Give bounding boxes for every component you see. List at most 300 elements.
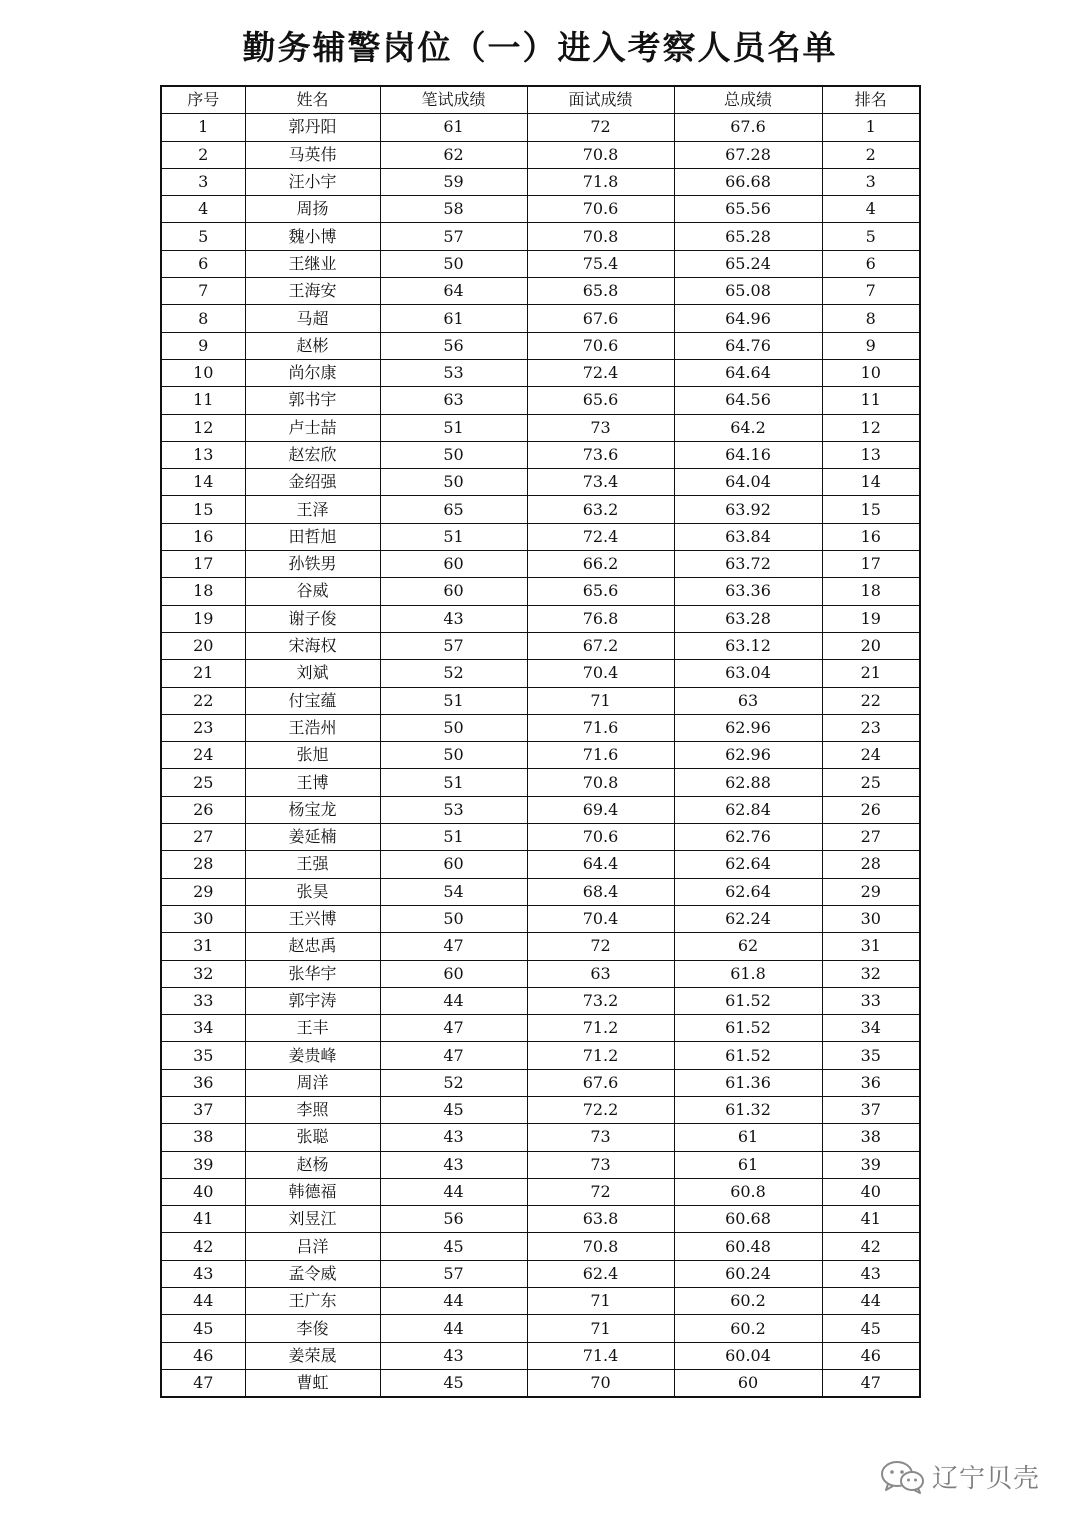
cell-name: 张昊 [245,878,380,905]
cell-seq: 47 [161,1369,245,1397]
cell-interview-score: 71.6 [527,714,674,741]
cell-total-score: 61 [674,1151,822,1178]
cell-interview-score: 72 [527,1178,674,1205]
cell-seq: 41 [161,1206,245,1233]
cell-interview-score: 75.4 [527,250,674,277]
cell-total-score: 63.04 [674,660,822,687]
cell-written-score: 63 [380,387,527,414]
cell-name: 付宝蕴 [245,687,380,714]
cell-interview-score: 71.2 [527,1015,674,1042]
cell-interview-score: 65.6 [527,387,674,414]
cell-interview-score: 70.4 [527,905,674,932]
table-row [161,987,920,1014]
cell-seq: 18 [161,578,245,605]
cell-seq: 28 [161,851,245,878]
cell-name: 赵忠禹 [245,933,380,960]
cell-total-score: 62.64 [674,851,822,878]
cell-rank: 4 [822,196,920,223]
cell-seq: 8 [161,305,245,332]
cell-total-score: 64.04 [674,469,822,496]
cell-total-score: 65.56 [674,196,822,223]
cell-interview-score: 71.2 [527,1042,674,1069]
cell-interview-score: 71 [527,1315,674,1342]
cell-interview-score: 65.8 [527,278,674,305]
cell-written-score: 57 [380,1260,527,1287]
cell-written-score: 62 [380,141,527,168]
table-row [161,905,920,932]
cell-written-score: 47 [380,1015,527,1042]
cell-rank: 2 [822,141,920,168]
cell-rank: 37 [822,1096,920,1123]
cell-total-score: 60.8 [674,1178,822,1205]
cell-seq: 21 [161,660,245,687]
cell-written-score: 44 [380,1288,527,1315]
cell-rank: 43 [822,1260,920,1287]
table-row [161,660,920,687]
cell-total-score: 63 [674,687,822,714]
cell-seq: 7 [161,278,245,305]
cell-total-score: 64.64 [674,359,822,386]
cell-total-score: 64.76 [674,332,822,359]
cell-name: 刘昱江 [245,1206,380,1233]
table-row [161,523,920,550]
cell-total-score: 62 [674,933,822,960]
table-row [161,387,920,414]
cell-seq: 33 [161,987,245,1014]
cell-name: 王浩州 [245,714,380,741]
cell-rank: 6 [822,250,920,277]
cell-name: 金绍强 [245,469,380,496]
cell-written-score: 61 [380,114,527,141]
cell-name: 韩德福 [245,1178,380,1205]
cell-name: 王泽 [245,496,380,523]
header-written-score: 笔试成绩 [380,86,527,114]
cell-written-score: 65 [380,496,527,523]
cell-name: 谢子俊 [245,605,380,632]
cell-total-score: 65.08 [674,278,822,305]
table-row [161,1096,920,1123]
table-row [161,1124,920,1151]
table-row [161,1288,920,1315]
cell-name: 曹虹 [245,1369,380,1397]
cell-seq: 37 [161,1096,245,1123]
cell-rank: 1 [822,114,920,141]
cell-name: 谷威 [245,578,380,605]
cell-total-score: 61.32 [674,1096,822,1123]
cell-seq: 6 [161,250,245,277]
cell-written-score: 61 [380,305,527,332]
cell-seq: 27 [161,824,245,851]
cell-written-score: 53 [380,359,527,386]
table-row [161,196,920,223]
table-row [161,1151,920,1178]
cell-rank: 21 [822,660,920,687]
cell-interview-score: 72.4 [527,359,674,386]
cell-rank: 7 [822,278,920,305]
cell-total-score: 61.8 [674,960,822,987]
cell-seq: 4 [161,196,245,223]
cell-rank: 33 [822,987,920,1014]
cell-rank: 9 [822,332,920,359]
cell-seq: 13 [161,441,245,468]
cell-written-score: 43 [380,1342,527,1369]
cell-written-score: 43 [380,605,527,632]
table-row [161,1233,920,1260]
cell-interview-score: 65.6 [527,578,674,605]
watermark [880,1458,1040,1495]
cell-written-score: 50 [380,714,527,741]
table-row [161,1342,920,1369]
cell-rank: 39 [822,1151,920,1178]
header-total-score: 总成绩 [674,86,822,114]
cell-rank: 29 [822,878,920,905]
cell-written-score: 60 [380,851,527,878]
cell-seq: 12 [161,414,245,441]
cell-name: 赵杨 [245,1151,380,1178]
cell-written-score: 50 [380,905,527,932]
cell-written-score: 57 [380,223,527,250]
cell-rank: 42 [822,1233,920,1260]
cell-rank: 31 [822,933,920,960]
table-row [161,687,920,714]
table-row [161,769,920,796]
cell-rank: 47 [822,1369,920,1397]
table-row [161,441,920,468]
cell-name: 郭丹阳 [245,114,380,141]
cell-total-score: 62.96 [674,742,822,769]
cell-written-score: 60 [380,578,527,605]
cell-name: 李俊 [245,1315,380,1342]
cell-seq: 22 [161,687,245,714]
cell-total-score: 61.52 [674,987,822,1014]
cell-rank: 3 [822,168,920,195]
cell-name: 李照 [245,1096,380,1123]
cell-written-score: 57 [380,632,527,659]
cell-total-score: 64.16 [674,441,822,468]
cell-written-score: 51 [380,824,527,851]
cell-total-score: 60.68 [674,1206,822,1233]
table-row [161,496,920,523]
cell-written-score: 50 [380,742,527,769]
watermark-text: 辽宁贝壳 [932,1464,1041,1494]
table-row [161,1315,920,1342]
cell-written-score: 44 [380,987,527,1014]
cell-total-score: 63.84 [674,523,822,550]
cell-seq: 46 [161,1342,245,1369]
cell-total-score: 66.68 [674,168,822,195]
cell-seq: 14 [161,469,245,496]
table-row [161,305,920,332]
cell-total-score: 60.2 [674,1315,822,1342]
cell-seq: 32 [161,960,245,987]
cell-total-score: 67.28 [674,141,822,168]
cell-total-score: 64.56 [674,387,822,414]
cell-seq: 5 [161,223,245,250]
cell-written-score: 51 [380,414,527,441]
cell-rank: 22 [822,687,920,714]
cell-written-score: 59 [380,168,527,195]
cell-name: 周扬 [245,196,380,223]
cell-written-score: 51 [380,523,527,550]
cell-name: 郭宇涛 [245,987,380,1014]
cell-written-score: 43 [380,1151,527,1178]
wechat-icon [880,1460,926,1494]
table-row [161,824,920,851]
table-row [161,168,920,195]
cell-rank: 40 [822,1178,920,1205]
cell-total-score: 62.84 [674,796,822,823]
cell-rank: 11 [822,387,920,414]
cell-interview-score: 63.8 [527,1206,674,1233]
cell-seq: 10 [161,359,245,386]
cell-rank: 18 [822,578,920,605]
cell-rank: 30 [822,905,920,932]
cell-name: 马超 [245,305,380,332]
cell-name: 郭书宇 [245,387,380,414]
cell-interview-score: 63.2 [527,496,674,523]
cell-seq: 20 [161,632,245,659]
table-row [161,578,920,605]
cell-written-score: 60 [380,960,527,987]
cell-name: 赵宏欣 [245,441,380,468]
cell-total-score: 62.24 [674,905,822,932]
cell-seq: 31 [161,933,245,960]
cell-written-score: 45 [380,1369,527,1397]
table-body [161,114,920,1397]
cell-seq: 29 [161,878,245,905]
cell-interview-score: 71.8 [527,168,674,195]
cell-name: 张旭 [245,742,380,769]
cell-seq: 23 [161,714,245,741]
cell-seq: 34 [161,1015,245,1042]
cell-name: 张聪 [245,1124,380,1151]
cell-rank: 25 [822,769,920,796]
cell-name: 张华宇 [245,960,380,987]
cell-interview-score: 70.8 [527,223,674,250]
table-row [161,469,920,496]
cell-total-score: 63.36 [674,578,822,605]
cell-total-score: 60 [674,1369,822,1397]
cell-interview-score: 67.2 [527,632,674,659]
cell-seq: 15 [161,496,245,523]
cell-interview-score: 70.8 [527,769,674,796]
cell-written-score: 50 [380,250,527,277]
candidate-table [160,85,921,1398]
cell-seq: 1 [161,114,245,141]
cell-rank: 13 [822,441,920,468]
cell-name: 姜荣晟 [245,1342,380,1369]
cell-rank: 24 [822,742,920,769]
cell-interview-score: 68.4 [527,878,674,905]
cell-written-score: 44 [380,1315,527,1342]
cell-total-score: 63.12 [674,632,822,659]
table-row [161,141,920,168]
cell-rank: 5 [822,223,920,250]
cell-rank: 44 [822,1288,920,1315]
cell-name: 田哲旭 [245,523,380,550]
cell-total-score: 61.52 [674,1042,822,1069]
table-row [161,960,920,987]
cell-name: 王博 [245,769,380,796]
table-row [161,114,920,141]
cell-interview-score: 73 [527,1151,674,1178]
cell-interview-score: 76.8 [527,605,674,632]
cell-rank: 23 [822,714,920,741]
table-row [161,796,920,823]
cell-seq: 39 [161,1151,245,1178]
cell-total-score: 62.76 [674,824,822,851]
cell-total-score: 62.96 [674,714,822,741]
table-row [161,278,920,305]
header-seq: 序号 [161,86,245,114]
cell-total-score: 61.36 [674,1069,822,1096]
cell-rank: 10 [822,359,920,386]
cell-rank: 41 [822,1206,920,1233]
cell-name: 王兴博 [245,905,380,932]
cell-rank: 32 [822,960,920,987]
cell-written-score: 52 [380,660,527,687]
cell-rank: 34 [822,1015,920,1042]
table-row [161,878,920,905]
cell-interview-score: 64.4 [527,851,674,878]
header-interview-score: 面试成绩 [527,86,674,114]
table-row [161,851,920,878]
cell-written-score: 44 [380,1178,527,1205]
cell-written-score: 51 [380,769,527,796]
cell-interview-score: 72 [527,114,674,141]
cell-seq: 11 [161,387,245,414]
cell-interview-score: 70.6 [527,196,674,223]
cell-interview-score: 73 [527,1124,674,1151]
cell-written-score: 56 [380,332,527,359]
cell-interview-score: 71.6 [527,742,674,769]
table-row [161,1015,920,1042]
cell-written-score: 47 [380,1042,527,1069]
cell-interview-score: 62.4 [527,1260,674,1287]
cell-seq: 43 [161,1260,245,1287]
cell-interview-score: 71.4 [527,1342,674,1369]
table-row [161,359,920,386]
table-row [161,414,920,441]
cell-written-score: 56 [380,1206,527,1233]
cell-total-score: 62.88 [674,769,822,796]
cell-interview-score: 73.4 [527,469,674,496]
cell-seq: 19 [161,605,245,632]
cell-total-score: 67.6 [674,114,822,141]
cell-written-score: 51 [380,687,527,714]
table-row [161,1042,920,1069]
cell-seq: 45 [161,1315,245,1342]
cell-name: 王丰 [245,1015,380,1042]
cell-interview-score: 73.6 [527,441,674,468]
cell-seq: 38 [161,1124,245,1151]
cell-interview-score: 63 [527,960,674,987]
cell-written-score: 53 [380,796,527,823]
table-row [161,332,920,359]
cell-interview-score: 66.2 [527,551,674,578]
cell-rank: 16 [822,523,920,550]
cell-name: 王继业 [245,250,380,277]
cell-seq: 26 [161,796,245,823]
table-row [161,714,920,741]
cell-total-score: 63.72 [674,551,822,578]
cell-seq: 3 [161,168,245,195]
cell-total-score: 60.24 [674,1260,822,1287]
cell-total-score: 63.92 [674,496,822,523]
cell-interview-score: 70.6 [527,824,674,851]
cell-total-score: 64.2 [674,414,822,441]
cell-name: 王海安 [245,278,380,305]
cell-name: 王广东 [245,1288,380,1315]
cell-name: 卢士喆 [245,414,380,441]
table-row [161,250,920,277]
cell-written-score: 50 [380,441,527,468]
cell-total-score: 62.64 [674,878,822,905]
page-title: 勤务辅警岗位（一）进入考察人员名单 [242,28,838,67]
cell-name: 宋海权 [245,632,380,659]
cell-total-score: 60.2 [674,1288,822,1315]
cell-written-score: 50 [380,469,527,496]
cell-rank: 35 [822,1042,920,1069]
table-row [161,223,920,250]
cell-name: 刘斌 [245,660,380,687]
cell-rank: 17 [822,551,920,578]
cell-written-score: 54 [380,878,527,905]
cell-rank: 8 [822,305,920,332]
cell-interview-score: 71 [527,1288,674,1315]
cell-rank: 38 [822,1124,920,1151]
cell-name: 周洋 [245,1069,380,1096]
cell-total-score: 60.48 [674,1233,822,1260]
cell-interview-score: 72 [527,933,674,960]
cell-total-score: 65.24 [674,250,822,277]
cell-interview-score: 69.4 [527,796,674,823]
cell-rank: 27 [822,824,920,851]
cell-name: 赵彬 [245,332,380,359]
cell-rank: 36 [822,1069,920,1096]
cell-written-score: 45 [380,1233,527,1260]
cell-total-score: 63.28 [674,605,822,632]
cell-seq: 40 [161,1178,245,1205]
cell-total-score: 65.28 [674,223,822,250]
cell-interview-score: 70.8 [527,1233,674,1260]
table-row [161,632,920,659]
cell-interview-score: 70.4 [527,660,674,687]
table-row [161,1369,920,1397]
cell-rank: 15 [822,496,920,523]
cell-seq: 16 [161,523,245,550]
cell-written-score: 58 [380,196,527,223]
cell-interview-score: 73.2 [527,987,674,1014]
table-row [161,933,920,960]
cell-name: 汪小宇 [245,168,380,195]
cell-rank: 20 [822,632,920,659]
cell-rank: 45 [822,1315,920,1342]
cell-written-score: 45 [380,1096,527,1123]
cell-seq: 42 [161,1233,245,1260]
cell-rank: 28 [822,851,920,878]
cell-rank: 46 [822,1342,920,1369]
cell-interview-score: 72.2 [527,1096,674,1123]
cell-rank: 14 [822,469,920,496]
table-row [161,742,920,769]
cell-interview-score: 73 [527,414,674,441]
cell-seq: 9 [161,332,245,359]
header-rank: 排名 [822,86,920,114]
cell-seq: 30 [161,905,245,932]
table-header-row [161,86,920,114]
cell-name: 孟令威 [245,1260,380,1287]
